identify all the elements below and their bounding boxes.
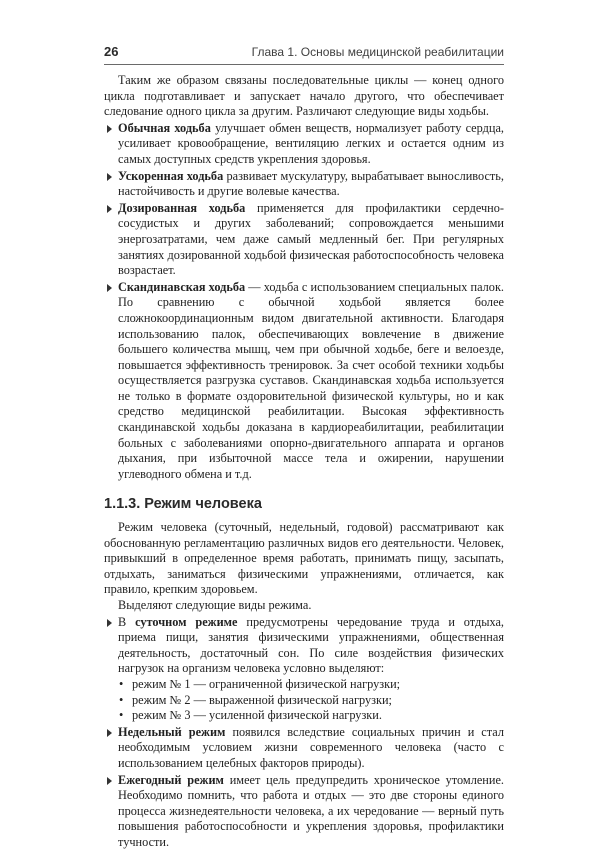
section-paragraph: Режим человека (суточный, недельный, годовой) рассматривают как обоснованную регламентацию различных видов его деятельности. Человек, привыкший в определенное время работать, принимать пищу, засыпать, отдыхать, заниматься физическими упражнениями, отличается, как правило, крепким здоровьем. — [104, 520, 504, 597]
intro-paragraph: Таким же образом связаны последовательные циклы — конец одного цикла подготавливает и запускает начало другого, что обеспечивает следование одного цикла за другим. Различают следующие виды ходьбы. — [104, 73, 504, 119]
list-item-walking-nordic — [104, 280, 504, 483]
term: суточном режиме — [135, 614, 238, 629]
term: Ускоренная ходьба — [118, 168, 224, 183]
term: Недельный режим — [118, 724, 226, 739]
term: Ежегодный режим — [118, 772, 224, 787]
definition: — ходьба с использованием специальных палок. По сравнению с обычной ходьбой является более сложнокоординационным видом двигательной активности. Благодаря использованию палок, обеспечивающих вовлечение в движение большего количества мышц, чем при обычной ходьбе, беге и велоезде, повышается эффективность тренировок. За счет особой техники ходьбы осуществляется разгрузка суставов. Скандинавская ходьба используется не только в формате оздоровительной физической культуры, но и как средство медицинской реабилитации. Высокая эффективность скандинавской ходьбы доказана в кардиореабилитации, реабилитации больных с заболеваниями опорно-двигательного аппарата и органов дыхания, при избыточной массе тела и ожирении, нарушении углеводного обмена и т.д. — [118, 279, 504, 481]
page-number: 26 — [104, 44, 119, 59]
header-rule — [104, 64, 504, 65]
term: Скандинавская ходьба — [118, 279, 246, 294]
list-item-regime-daily — [104, 615, 504, 677]
list-item-regime-yearly — [104, 773, 504, 851]
sub-list-item: • режим № 2 — выраженной физической нагрузки; — [104, 693, 504, 709]
term: Дозированная ходьба — [118, 200, 246, 215]
definition: улучшает обмен веществ, нормализует работу сердца, усиливает кровообращение, вентиляцию легких и остается одним из самых доступных средств укрепления здоровья. — [118, 120, 504, 166]
definition: развивает мускулатуру, вырабатывает выносливость, настойчивость и другие волевые качества. — [118, 168, 504, 199]
list-item-walking-dosed — [104, 201, 504, 279]
section-paragraph-lead: Выделяют следующие виды режима. — [118, 598, 312, 612]
list-item-regime-weekly — [104, 725, 504, 772]
chapter-title: Глава 1. Основы медицинской реабилитации — [251, 45, 504, 59]
term: Обычная ходьба — [118, 120, 211, 135]
sub-list-item: • режим № 1 — ограниченной физической нагрузки; — [104, 677, 504, 693]
definition: предусмотрены чередование труда и отдыха, приема пищи, занятия физическими упражнениями, общественная деятельность, достаточный сон. По силе воздействия физических нагрузок на организм человека условно выделяют: — [118, 614, 505, 676]
sub-list-item: • режим № 3 — усиленной физической нагрузки. — [104, 708, 504, 724]
section-heading: 1.1.3. Режим человека — [104, 496, 262, 513]
definition: применяется для профилактики сердечно-сосудистых и других заболеваний; сопровождается меньшими энергозатратами, чем даже самый медленный бег. При регулярных занятиях дозированной ходьбой физическая работоспособность человека возрастает. — [118, 200, 504, 278]
running-header — [104, 42, 504, 62]
definition: появился вследствие социальных причин и стал необходимым условием жизни современного человека (часто с использованием целебных факторов природы). — [118, 724, 504, 770]
list-item-walking-regular — [104, 121, 504, 168]
prefix: В — [118, 614, 136, 629]
page-body — [104, 73, 504, 851]
list-item-walking-fast — [104, 169, 504, 200]
definition: имеет цель предупредить хроническое утомление. Необходимо помнить, что работа и отдых — это две стороны единого процесса жизнедеятельности человека, а их чередование — верный путь повышения работоспособности и укрепления здоровья, профилактики тучности. — [118, 772, 504, 849]
